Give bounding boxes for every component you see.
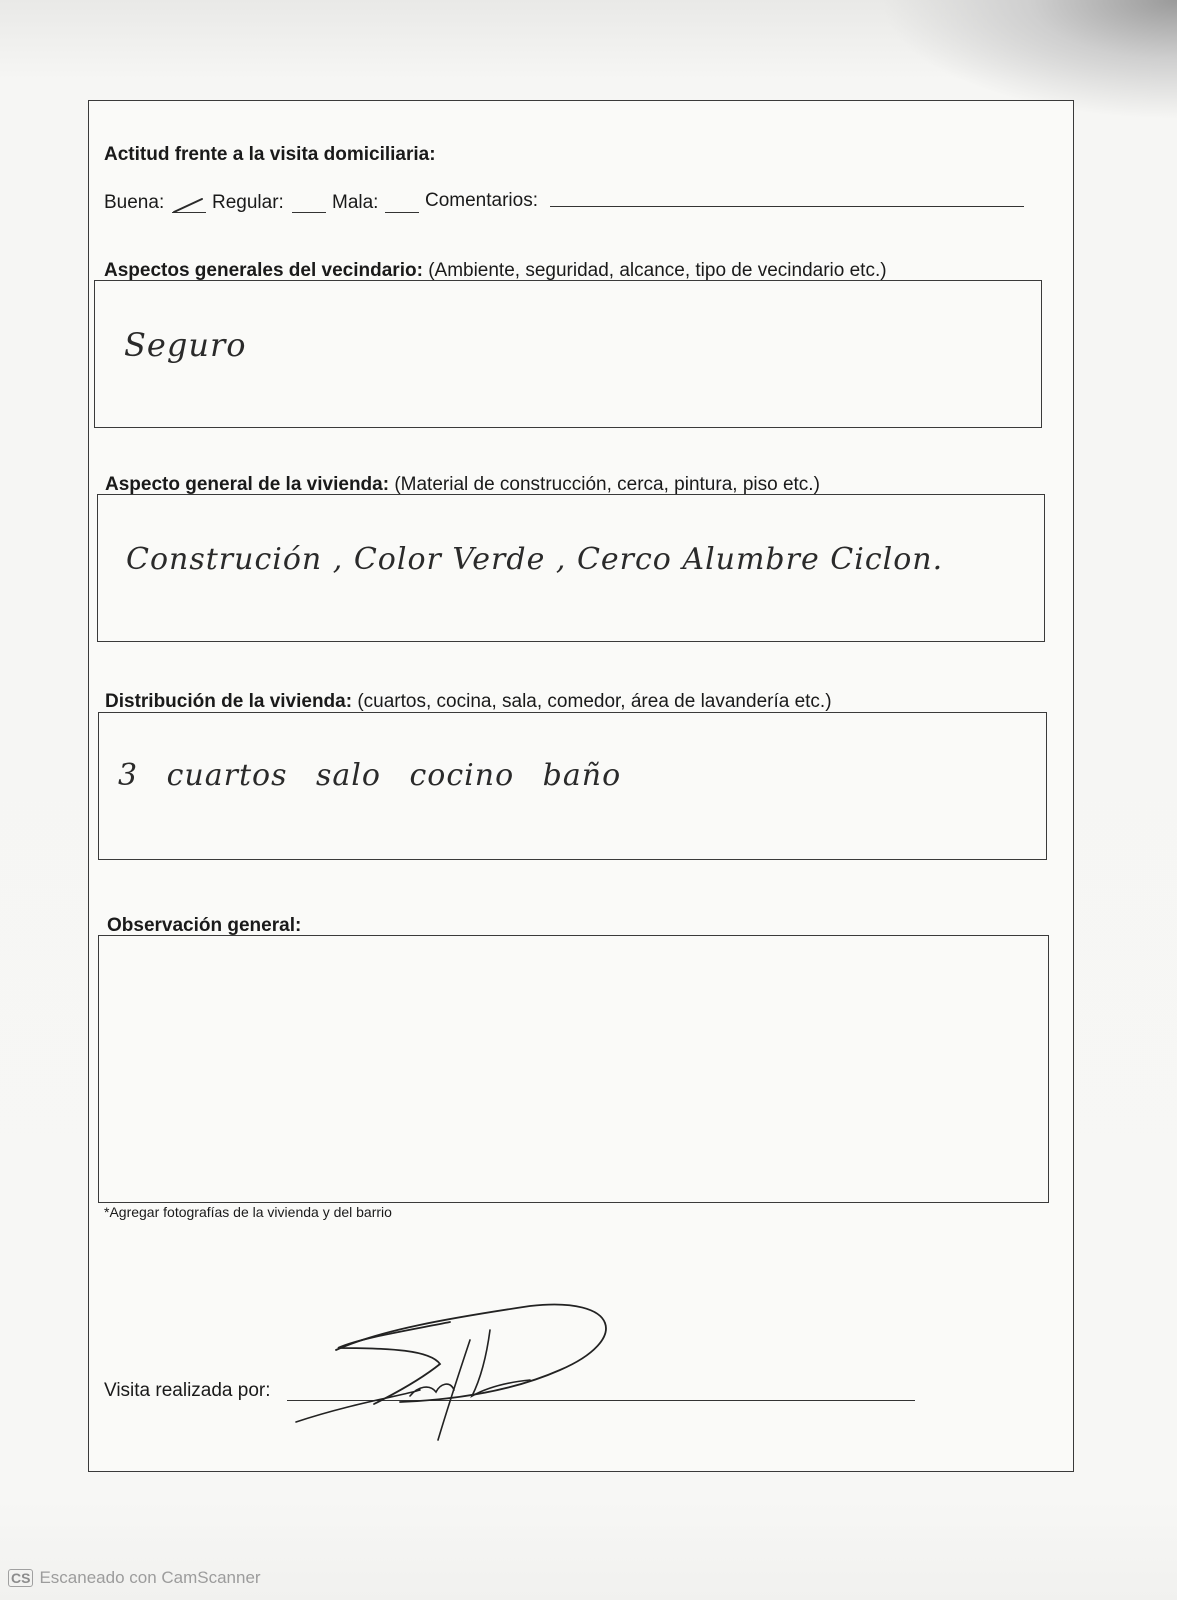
comentarios-line[interactable] (550, 206, 1024, 207)
housing-answer: Construción , Color Verde , Cerco Alumbre Ciclon. (126, 542, 944, 577)
comentarios-label: Comentarios: (425, 190, 538, 211)
distribution-title: Distribución de la vivienda: (105, 691, 353, 712)
photo-note: *Agregar fotografías de la vivienda y del barrio (104, 1204, 392, 1220)
buena-check-mark (172, 196, 208, 214)
distribution-answer: 3 cuartos salo cocino baño (118, 758, 622, 793)
housing-title: Aspecto general de la vivienda: (105, 474, 390, 495)
regular-label: Regular: (212, 192, 284, 213)
camscanner-logo: CS (8, 1569, 33, 1587)
neighborhood-heading (104, 260, 887, 282)
distribution-hint: (cuartos, cocina, sala, comedor, área de lavandería etc.) (357, 691, 832, 712)
mala-label: Mala: (332, 192, 379, 213)
regular-blank[interactable] (292, 212, 326, 213)
mala-blank[interactable] (385, 212, 419, 213)
distribution-heading (105, 691, 832, 713)
neighborhood-answer: Seguro (124, 326, 247, 364)
signature-label: Visita realizada por: (104, 1380, 271, 1401)
camscanner-footer (8, 1568, 261, 1588)
signature-image (290, 1300, 620, 1450)
neighborhood-hint: (Ambiente, seguridad, alcance, tipo de vecindario etc.) (428, 260, 887, 281)
camscanner-text: Escaneado con CamScanner (39, 1568, 261, 1587)
buena-label: Buena: (104, 192, 165, 213)
housing-heading (105, 474, 820, 496)
housing-hint: (Material de construcción, cerca, pintura, piso etc.) (394, 474, 820, 495)
neighborhood-title: Aspectos generales del vecindario: (104, 260, 423, 281)
observation-box[interactable] (98, 935, 1049, 1203)
attitude-title: Actitud frente a la visita domiciliaria: (104, 144, 436, 165)
observation-title: Observación general: (107, 915, 302, 936)
